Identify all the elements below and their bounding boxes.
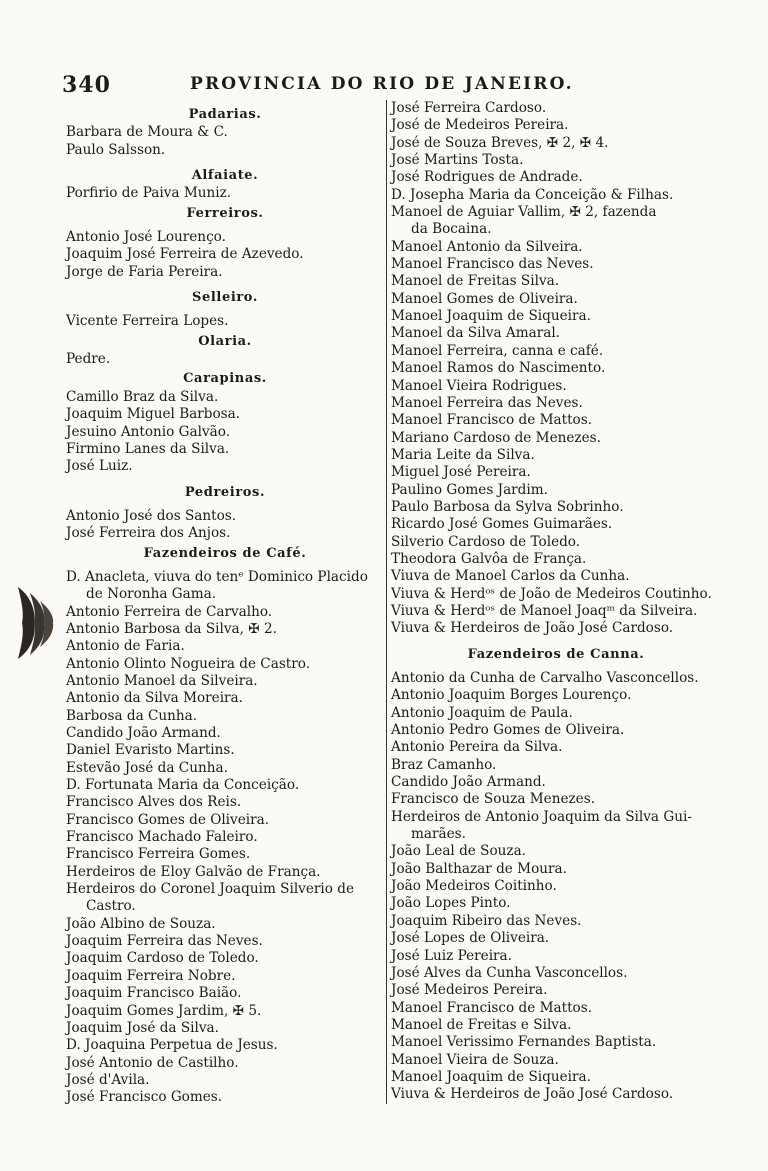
list-item: Firmino Lanes da Silva. [66, 440, 230, 457]
heading-fazendeiros-cafe: Fazendeiros de Café. [143, 545, 307, 561]
cafe-continued-list [391, 100, 721, 638]
list-item: Antonio Ferreira de Carvalho. [66, 603, 273, 620]
list-item: Viuva & Herdeiros de João José Cardoso. [391, 620, 674, 637]
running-head: PROVINCIA DO RIO DE JANEIRO. [190, 74, 574, 94]
heading-olaria: Olaria. [198, 333, 252, 349]
list-item: Manoel Vieira de Souza. [391, 1051, 559, 1068]
list-item: José Antonio de Castilho. [66, 1054, 239, 1071]
list-item: de Noronha Gama. [86, 586, 217, 603]
list-item: Manoel Joaquim de Siqueira. [391, 308, 591, 325]
list-item: Manoel de Freitas e Silva. [391, 1016, 572, 1033]
list-item: Miguel José Pereira. [391, 464, 531, 481]
list-item: D. Anacleta, viuva do tenᵉ Dominico Placido [66, 568, 368, 585]
list-item: Joaquim Cardoso de Toledo. [66, 950, 259, 967]
heading-ferreiros: Ferreiros. [186, 205, 264, 221]
heading-fazendeiros-canna: Fazendeiros de Canna. [467, 646, 645, 662]
list-item: João Balthazar de Moura. [391, 860, 567, 877]
list-item: João Medeiros Coitinho. [391, 878, 557, 895]
list-item: Manoel Francisco das Neves. [391, 256, 594, 273]
list-item: Castro. [86, 898, 136, 915]
list-item: José de Souza Breves, ✠ 2, ✠ 4. [391, 134, 609, 151]
list-item: Joaquim Francisco Baião. [66, 985, 242, 1002]
list-item: Manoel de Freitas Silva. [391, 273, 560, 290]
list-item: Theodora Galvôa de França. [391, 550, 587, 567]
heading-alfaiate: Alfaiate. [191, 168, 259, 184]
list-item: Viuva & Herdᵒˢ de Manoel Joaqᵐ da Silveira. [391, 602, 698, 619]
list-item: Viuva & Herdᵒˢ de João de Medeiros Coutinho. [391, 585, 712, 602]
list-item: D. Joaquina Perpetua de Jesus. [66, 1037, 278, 1054]
list-item: Manoel Antonio da Silveira. [391, 238, 583, 255]
list-item: Porfirio de Paiva Muniz. [66, 185, 232, 202]
list-item: Maria Leite da Silva. [391, 446, 535, 463]
list-item: Antonio de Faria. [66, 638, 185, 655]
list-item: Manoel Francisco de Mattos. [391, 412, 593, 429]
list-item: Barbosa da Cunha. [66, 707, 198, 724]
list-item: Joaquim Ribeiro das Neves. [391, 912, 582, 929]
list-item: Francisco de Souza Menezes. [391, 791, 596, 808]
list-item: Mariano Cardoso de Menezes. [391, 429, 601, 446]
list-item: Manoel Ferreira das Neves. [391, 394, 583, 411]
list-item: Antonio Olinto Nogueira de Castro. [66, 655, 311, 672]
list-item: Viuva de Manoel Carlos da Cunha. [391, 568, 630, 585]
heading-padarias: Padarias. [188, 107, 262, 122]
list-item: Estevão José da Cunha. [66, 759, 228, 776]
list-item: Manoel Joaquim de Siqueira. [391, 1068, 591, 1085]
list-item: Daniel Evaristo Martins. [66, 742, 235, 759]
list-item: Manoel Verissimo Fernandes Baptista. [391, 1034, 657, 1051]
list-item: Antonio José dos Santos. [66, 507, 237, 524]
list-item: Herdeiros de Antonio Joaquim da Silva Gui- [391, 808, 692, 825]
list-item: Paulo Salsson. [66, 141, 166, 158]
list-item: Joaquim Miguel Barbosa. [66, 406, 241, 423]
list-item: Camillo Braz da Silva. [66, 388, 219, 405]
list-item: Manoel Ramos do Nascimento. [391, 360, 606, 377]
list-item: marães. [411, 826, 466, 843]
list-item: Jorge de Faria Pereira. [66, 263, 223, 280]
printer-ornament-icon [12, 583, 60, 663]
heading-pedreiros: Pedreiros. [184, 484, 266, 500]
heading-selleiro: Selleiro. [192, 290, 258, 306]
list-item: Antonio Pereira da Silva. [391, 739, 563, 756]
list-item: Joaquim José Ferreira de Azevedo. [66, 246, 304, 263]
list-item: José de Medeiros Pereira. [391, 117, 569, 134]
list-item: João Lopes Pinto. [391, 895, 511, 912]
list-item: Manoel Gomes de Oliveira. [391, 290, 578, 307]
list-item: José Medeiros Pereira. [391, 982, 548, 999]
list-item: da Bocaina. [411, 221, 492, 238]
list-item: Silverio Cardoso de Toledo. [391, 533, 581, 550]
list-item: José Martins Tosta. [391, 152, 524, 169]
list-item: Antonio Joaquim de Paula. [391, 704, 573, 721]
list-item: Joaquim Ferreira das Neves. [66, 933, 263, 950]
list-item: D. Fortunata Maria da Conceição. [66, 777, 300, 794]
list-item: Viuva & Herdeiros de João José Cardoso. [391, 1086, 674, 1103]
list-item: Herdeiros de Eloy Galvão de França. [66, 863, 321, 880]
left-column [66, 104, 384, 1107]
list-item: Pedre. [66, 351, 111, 368]
list-item: Antonio Joaquim Borges Lourenço. [391, 687, 632, 704]
list-item: Antonio José Lourenço. [66, 229, 226, 246]
list-item: João Albino de Souza. [66, 915, 216, 932]
list-item: Francisco Machado Faleiro. [66, 829, 258, 846]
list-item: José Ferreira dos Anjos. [66, 525, 231, 542]
list-item: José d'Avila. [66, 1071, 150, 1088]
list-item: Antonio da Cunha de Carvalho Vasconcellos. [391, 670, 699, 686]
list-item: Barbara de Moura & C. [66, 124, 228, 141]
list-item: Jesuino Antonio Galvão. [66, 423, 231, 440]
list-item: Paulo Barbosa da Sylva Sobrinho. [391, 498, 624, 515]
cafe-list [66, 569, 384, 1107]
list-item: Manoel Ferreira, canna e café. [391, 342, 604, 359]
list-item: Joaquim Ferreira Nobre. [66, 967, 236, 984]
list-item: José Rodrigues de Andrade. [391, 169, 583, 186]
page-number: 340 [62, 72, 111, 98]
list-item: Joaquim Gomes Jardim, ✠ 5. [66, 1002, 262, 1019]
list-item: Antonio Pedro Gomes de Oliveira. [391, 722, 625, 739]
list-item: Paulino Gomes Jardim. [391, 481, 548, 498]
list-item: José Luiz Pereira. [391, 947, 512, 964]
list-item: Manoel da Silva Amaral. [391, 325, 560, 342]
list-item: José Francisco Gomes. [66, 1089, 223, 1106]
list-item: Antonio Barbosa da Silva, ✠ 2. [66, 620, 277, 637]
list-item: Ricardo José Gomes Guimarães. [391, 516, 613, 533]
list-item: Manoel Francisco de Mattos. [391, 999, 593, 1016]
list-item: José Ferreira Cardoso. [391, 100, 547, 116]
list-item: José Lopes de Oliveira. [391, 930, 550, 947]
list-item: Herdeiros do Coronel Joaquim Silverio de [66, 881, 354, 898]
list-item: José Alves da Cunha Vasconcellos. [391, 964, 628, 981]
list-item: Manoel Vieira Rodrigues. [391, 377, 567, 394]
list-item: Candido João Armand. [391, 774, 546, 791]
list-item: Braz Camanho. [391, 756, 497, 773]
list-item: Francisco Ferreira Gomes. [66, 846, 251, 863]
list-item: Francisco Alves dos Reis. [66, 794, 242, 811]
list-item: José Luiz. [66, 458, 133, 475]
canna-list [391, 670, 721, 1104]
list-item: João Leal de Souza. [391, 843, 526, 860]
list-item: Candido João Armand. [66, 725, 221, 741]
list-item: Vicente Ferreira Lopes. [66, 313, 229, 330]
right-column [386, 100, 721, 1104]
list-item: D. Josepha Maria da Conceição & Filhas. [391, 186, 674, 203]
list-item: Manoel de Aguiar Vallim, ✠ 2, fazenda [391, 204, 657, 221]
list-item: Joaquim José da Silva. [66, 1019, 219, 1036]
heading-carapinas: Carapinas. [183, 371, 267, 387]
list-item: Francisco Gomes de Oliveira. [66, 811, 270, 828]
list-item: Antonio Manoel da Silveira. [66, 672, 258, 689]
list-item: Antonio da Silva Moreira. [66, 690, 243, 707]
